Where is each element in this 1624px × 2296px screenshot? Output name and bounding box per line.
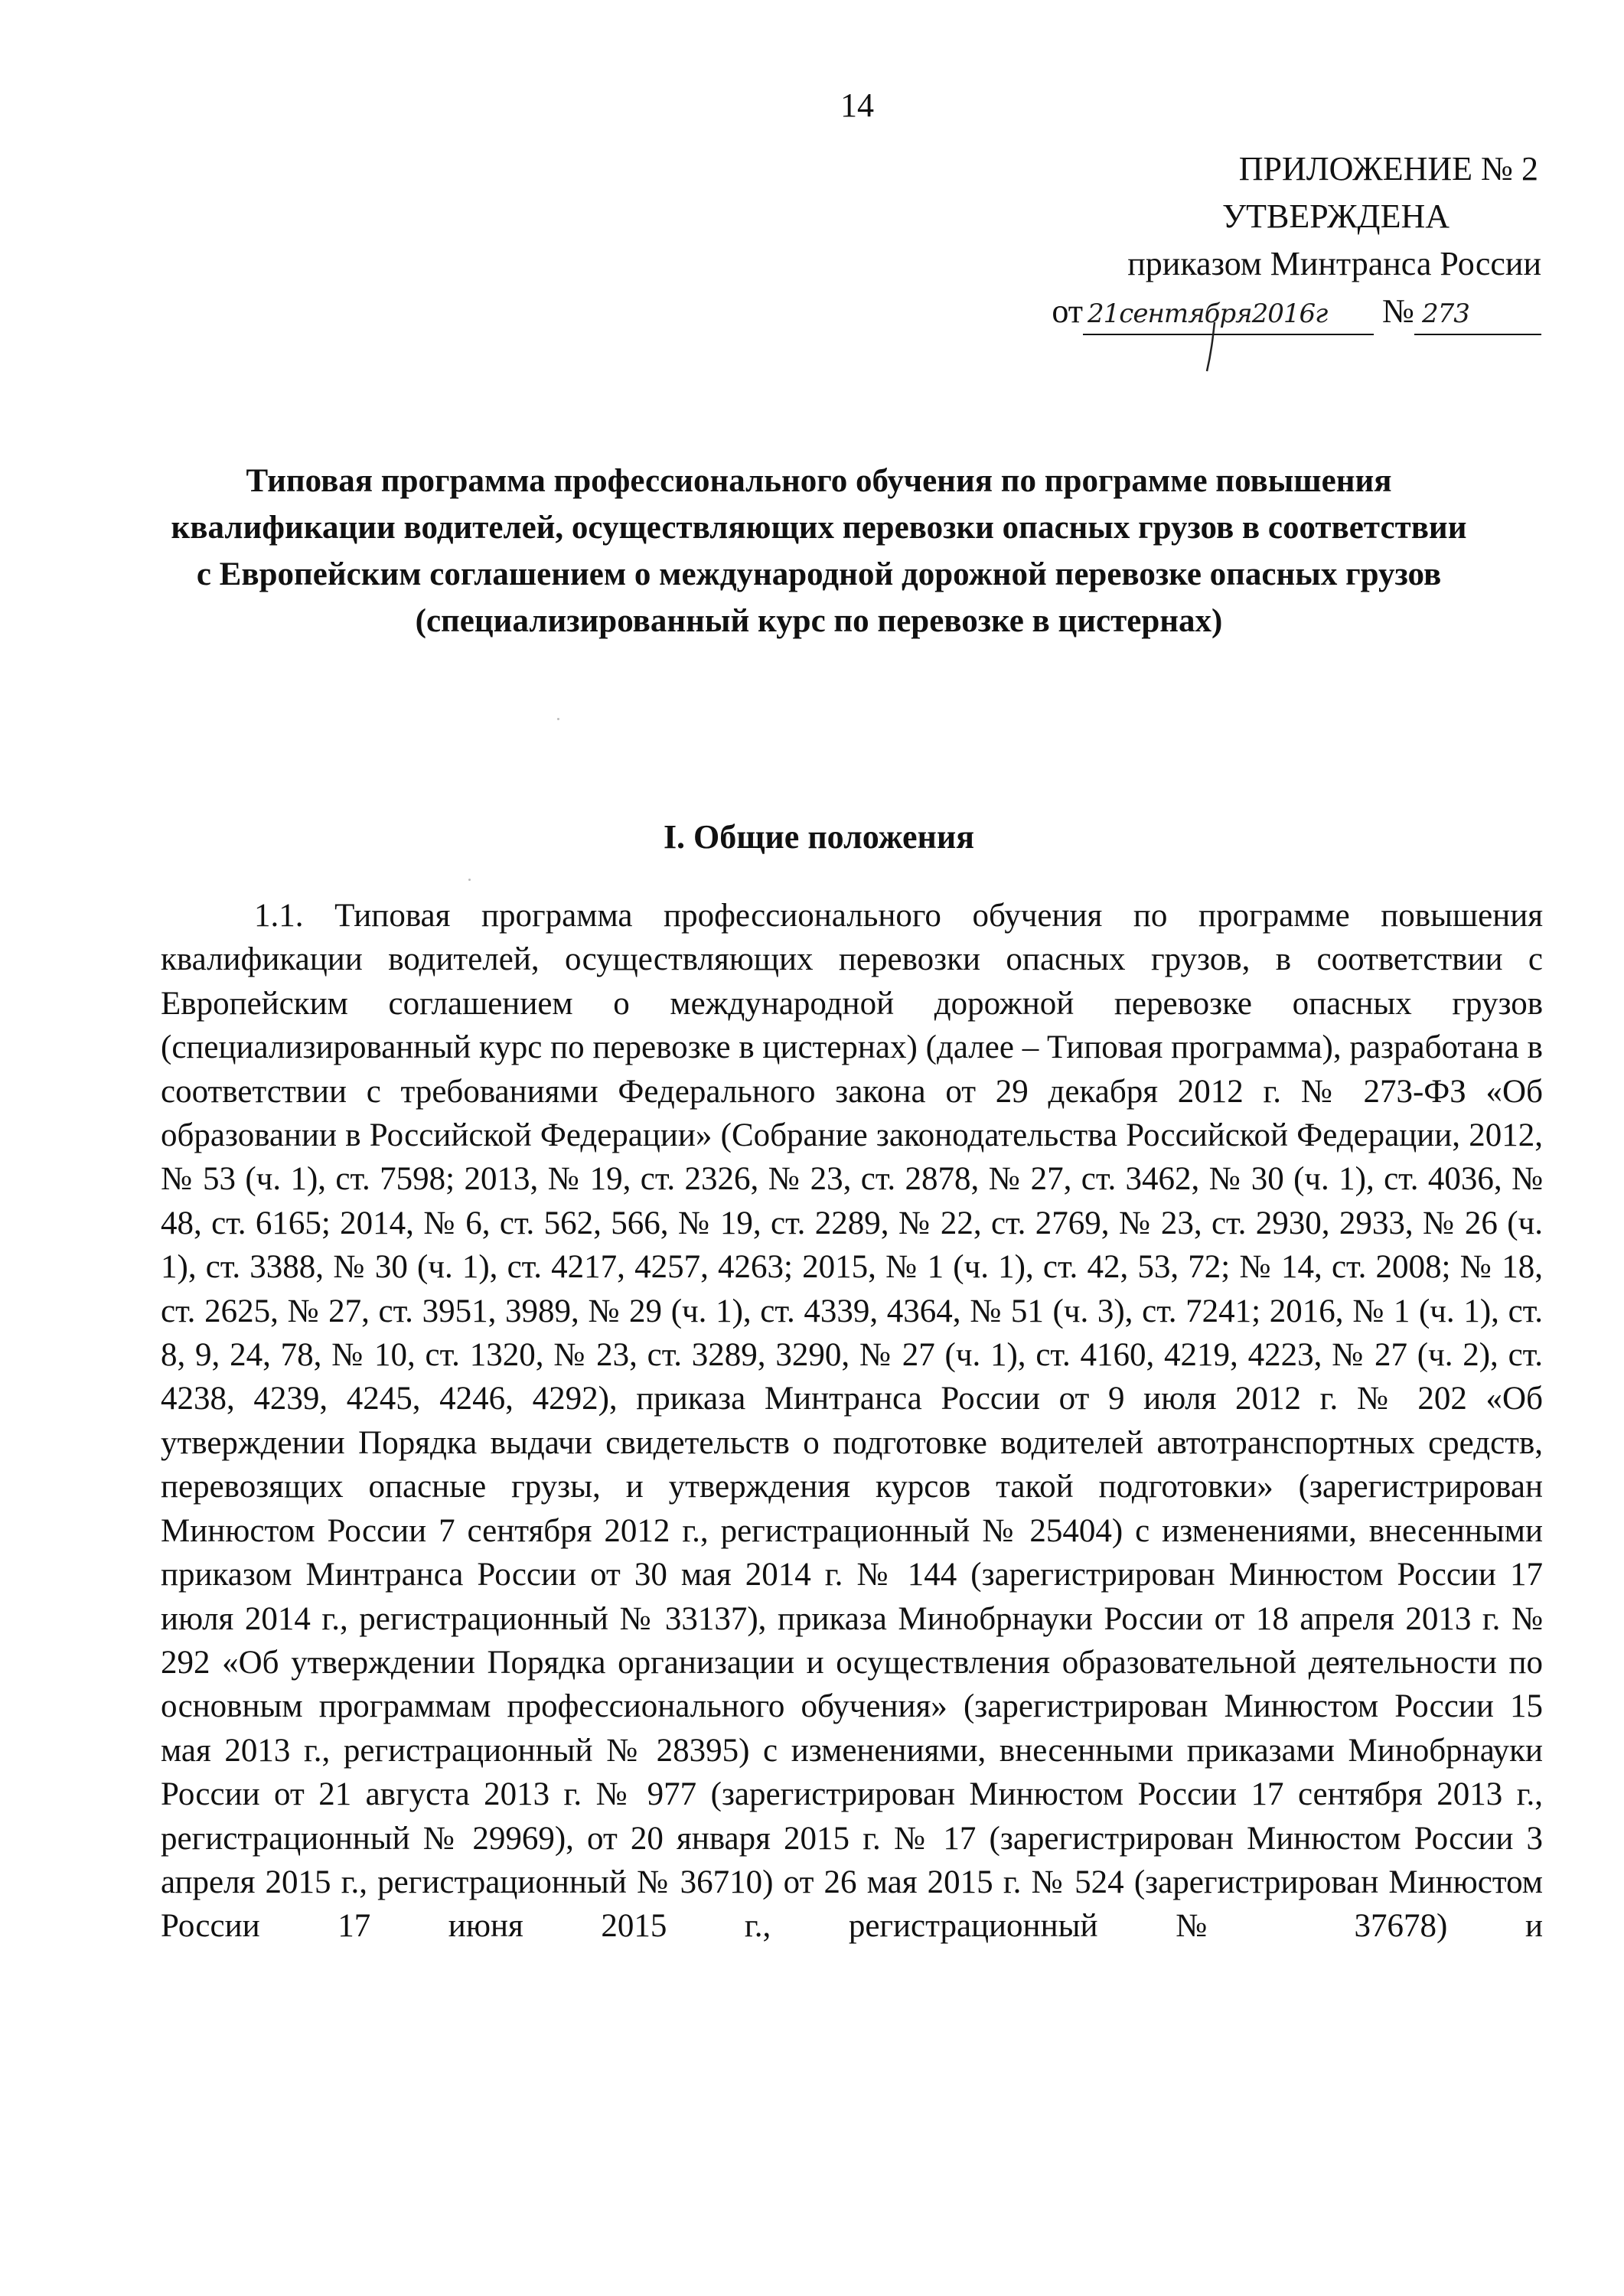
approved-label: УТВЕРЖДЕНА — [1221, 197, 1450, 235]
signature-stroke-icon — [1198, 321, 1228, 374]
paragraph-1-1: 1.1. Типовая программа профессионального обучения по программе повышения квалификации водителей, осуществляющих перевозки опасных грузов, в соответствии с Европейским соглашением о международной дорожной перевозке опасных грузов (специализированный курс по перевозке в цистернах) (далее – Типовая программа), разработана в соответствии с требованиями Федерального закона от 29 декабря 2012 г. № 273-ФЗ «Об образовании в Российской Федерации» (Собрание законодательства Российской Федерации, 2012, № 53 (ч. 1), ст. 7598; 2013, № 19, ст. 2326, № 23, ст. 2878, № 27, ст. 3462, № 30 (ч. 1), ст. 4036, № 48, ст. 6165; 2014, № 6, ст. 562, 566, № 19, ст. 2289, № 22, ст. 2769, № 23, ст. 2930, 2933, № 26 (ч. 1), ст. 3388, № 30 (ч. 1), ст. 4217, 4257, 4263; 2015, № 1 (ч. 1), ст. 42, 53, 72; № 14, ст. 2008; № 18, ст. 2625, № 27, ст. 3951, 3989, № 29 (ч. 1), ст. 4339, 4364, № 51 (ч. 3), ст. 7241; 2016, № 1 (ч. 1), ст. 8, 9, 24, 78, № 10, ст. 1320, № 23, ст. 3289, 3290, № 27 (ч. 1), ст. 4160, 4219, 4223, № 27 (ч. 2), ст. 4238, 4239, 4245, 4246, 4292), приказа Минтранса России от 9 июля 2012 г. № 202 «Об утверждении Порядка выдачи свидетельств о подготовке водителей автотранспортных средств, перевозящих опасные грузы, и утверждения курсов такой подготовки» (зарегистрирован Минюстом России 7 сентября 2012 г., регистрационный № 25404) с изменениями, внесенными приказом Минтранса России от 30 мая 2014 г. № 144 (зарегистрирован Минюстом России 17 июля 2014 г., регистрационный № 33137), приказа Минобрнауки России от 18 апреля 2013 г. № 292 «Об утверждении Порядка организации и осуществления образовательной деятельности по основным программам профессионального обучения» (зарегистрирован Минюстом России 15 мая 2013 г., регистрационный № 28395) с изменениями, внесенными приказами Минобрнауки России от 21 августа 2013 г. № 977 (зарегистрирован Минюстом России 17 сентября 2013 г., регистрационный № 29969), от 20 января 2015 г. № 17 (зарегистрирован Минюстом России 3 апреля 2015 г., регистрационный № 36710) от 26 мая 2015 г. № 524 (зарегистрирован Минюстом России 17 июня 2015 г., регистрационный № 37678) и — [161, 898, 1543, 1945]
date-prefix: от — [1052, 292, 1084, 330]
number-prefix: № — [1382, 292, 1414, 330]
order-label: приказом Минтранса России — [1127, 245, 1541, 282]
order-number-field — [1414, 292, 1541, 335]
appendix-label: ПРИЛОЖЕНИЕ № 2 — [1238, 150, 1538, 188]
approval-block — [1052, 145, 1541, 335]
order-date-field — [1083, 292, 1374, 335]
order-date-number-line — [1052, 288, 1541, 335]
section-heading: I. Общие положения — [663, 818, 975, 856]
page-number: 14 — [840, 86, 874, 124]
handwritten-date: 21сентября2016г — [1088, 298, 1328, 329]
scan-speck — [468, 879, 471, 881]
document-title: Типовая программа профессионального обучения по программе повышения квалификации водителей, осуществляющих перевозки опасных грузов в соответствии с Европейским соглашением о международной дорожной перевозке опасных грузов (специализированный курс по перевозке в цистернах) — [171, 463, 1467, 639]
scan-speck — [557, 718, 559, 720]
handwritten-number: 273 — [1422, 298, 1469, 329]
